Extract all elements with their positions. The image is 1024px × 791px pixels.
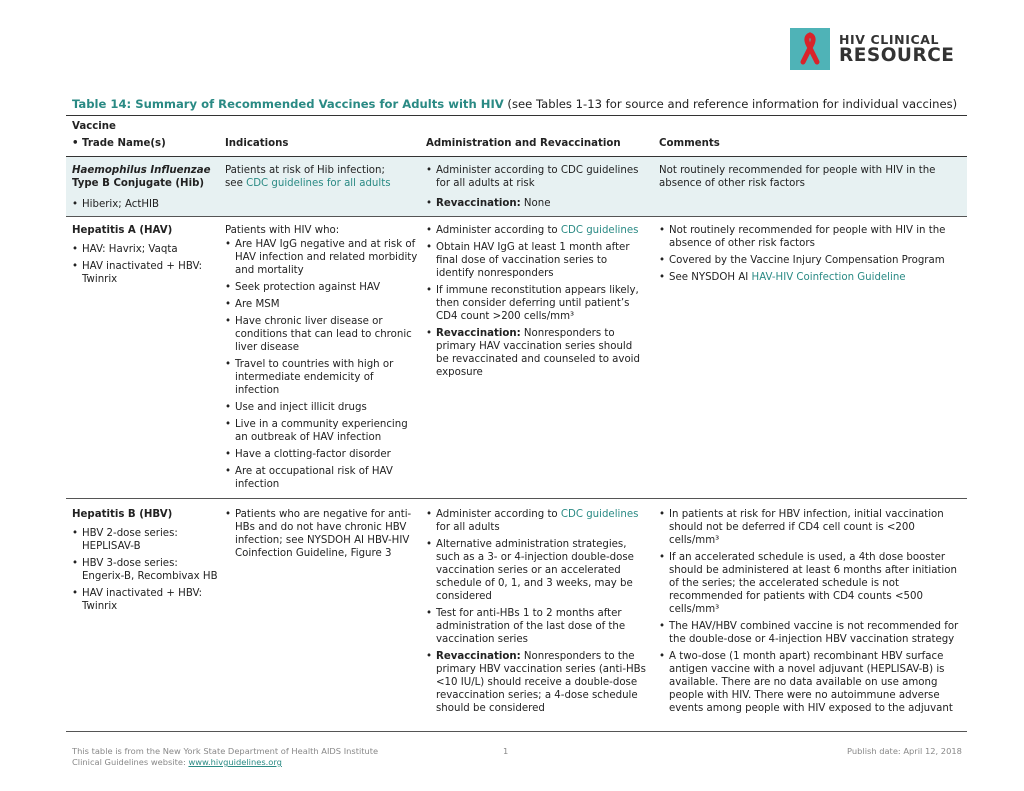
hib-indication-text: Patients at risk of Hib infection; (225, 165, 385, 176)
table-row-hav (66, 217, 967, 499)
hav-comments-cell (659, 224, 964, 288)
hbv-indications-cell (225, 508, 420, 564)
hav-comment-item: • See NYSDOH AI HAV-HIV Coinfection Guideline (659, 271, 964, 284)
hbv-comment-item: • The HAV/HBV combined vaccine is not recommended for the double-dose or 4-injection HBV vaccination strategy (659, 620, 964, 646)
hbv-vaccine-cell (72, 508, 222, 617)
hbv-trade-item: • HBV 2-dose series: HEPLISAV-B (72, 527, 222, 553)
hbv-admin-item: • Administer according to CDC guidelines for all adults (426, 508, 648, 534)
hav-admin-item: • Administer according to CDC guidelines (426, 224, 648, 237)
hav-indication-item: • Have chronic liver disease or conditions that can lead to chronic liver disease (225, 315, 420, 354)
hbv-comment-item: • If an accelerated schedule is used, a 4th dose booster should be administered at least 6 months after initiation of the series; the accelerated schedule is not recommended for patients with CD4 counts <500 cells/mm³ (659, 551, 964, 616)
cdc-guidelines-link[interactable]: CDC guidelines (560, 509, 639, 520)
header-administration: Administration and Revaccination (426, 138, 621, 149)
table-row-hbv (66, 499, 967, 732)
hav-admin-item: • Obtain HAV IgG at least 1 month after final dose of vaccination series to identify nonresponders (426, 241, 648, 280)
hav-trade-item: • HAV inactivated + HBV: Twinrix (72, 260, 222, 286)
hib-vaccine-cell (72, 164, 222, 215)
hbv-name: Hepatitis B (HBV) (72, 509, 173, 520)
hav-indication-item: • Have a clotting-factor disorder (225, 448, 420, 461)
footer-source-line2: Clinical Guidelines website: (72, 757, 189, 767)
hbv-revaccination-item: • Revaccination: Nonresponders to the primary HBV vaccination series (anti-HBs <10 IU/L) should receive a double-dose revaccination series; a 4-dose schedule should be considered (426, 650, 648, 715)
hib-comments-cell: Not routinely recommended for people with HIV in the absence of other risk factors (659, 165, 936, 189)
header-indications: Indications (225, 138, 289, 149)
hbv-admin-item: • Test for anti-HBs 1 to 2 months after administration of the last dose of the vaccination series (426, 607, 648, 646)
hav-name: Hepatitis A (HAV) (72, 225, 173, 236)
footer-source (72, 746, 378, 768)
red-ribbon-icon (790, 28, 830, 70)
hav-hiv-coinfection-guideline-link[interactable]: HAV-HIV Coinfection Guideline (751, 272, 906, 283)
header-comments: Comments (659, 138, 720, 149)
hav-comment-item: • Not routinely recommended for people with HIV in the absence of other risk factors (659, 224, 964, 250)
hib-name-line2: Type B Conjugate (Hib) (72, 178, 205, 189)
hav-indication-item: • Travel to countries with high or intermediate endemicity of infection (225, 358, 420, 397)
hib-administration-cell (426, 164, 648, 214)
hav-indication-intro: Patients with HIV who: (225, 225, 340, 236)
hib-admin-item: • Administer according to CDC guidelines for all adults at risk (426, 164, 648, 190)
hav-indication-item: • Use and inject illicit drugs (225, 401, 420, 414)
header-trade-label: • Trade Name(s) (72, 137, 222, 150)
hbv-comments-cell (659, 508, 964, 719)
hbv-comment-item: • A two-dose (1 month apart) recombinant HBV surface antigen vaccine with a novel adjuvant (HEPLISAV-B) is available. There are no data available on use among people with HIV. There were no autoimmune adverse events among people with HIV exposed to the adjuvant (659, 650, 964, 715)
table-title-note: (see Tables 1-13 for source and reference information for individual vaccines) (503, 97, 958, 111)
hbv-trade-item: • HAV inactivated + HBV: Twinrix (72, 587, 222, 613)
hbv-trade-item: • HBV 3-dose series: Engerix-B, Recombivax HB (72, 557, 222, 583)
page-number: 1 (503, 746, 509, 756)
hiv-clinical-resource-logo (790, 28, 965, 70)
hav-revaccination-item: • Revaccination: Nonresponders to primary HAV vaccination series should be revaccinated and counseled to avoid exposure (426, 327, 648, 379)
hav-trade-item: • HAV: Havrix; Vaqta (72, 243, 222, 256)
hav-comment-item: • Covered by the Vaccine Injury Compensation Program (659, 254, 964, 267)
cdc-guidelines-link[interactable]: CDC guidelines (560, 225, 639, 236)
hav-indication-item: • Are MSM (225, 298, 420, 311)
hbv-indication-item: • Patients who are negative for anti-HBs and do not have chronic HBV infection; see NYSDOH AI HBV-HIV Coinfection Guideline, Figure 3 (225, 508, 420, 560)
hav-vaccine-cell (72, 224, 222, 290)
hav-indication-item: • Are HAV IgG negative and at risk of HAV infection and related morbidity and mortality (225, 238, 420, 277)
hib-revaccination-item: • Revaccination: None (426, 197, 648, 210)
table-title (72, 97, 957, 111)
hav-indication-item: • Are at occupational risk of HAV infection (225, 465, 420, 491)
header-vaccine-label: Vaccine (72, 121, 116, 132)
hav-indication-item: • Seek protection against HAV (225, 281, 420, 294)
hib-trade-names: • Hiberix; ActHIB (72, 198, 222, 211)
hbv-administration-cell (426, 508, 648, 719)
vaccine-table (66, 115, 967, 732)
logo-text-line2: RESOURCE (839, 45, 955, 66)
footer-source-line1: This table is from the New York State Department of Health AIDS Institute (72, 746, 379, 756)
hib-indication-see: see (225, 178, 247, 189)
publish-date: Publish date: April 12, 2018 (847, 746, 962, 756)
logo-text-line1: HIV CLINICAL (839, 32, 940, 47)
cdc-guidelines-all-adults-link[interactable]: CDC guidelines for all adults (246, 178, 391, 189)
hav-indication-item: • Live in a community experiencing an outbreak of HAV infection (225, 418, 420, 444)
hav-administration-cell (426, 224, 648, 383)
hav-admin-item: • If immune reconstitution appears likely, then consider deferring until patient’s CD4 count >200 cells/mm³ (426, 284, 648, 323)
hib-name-line1: Haemophilus Influenzae (72, 165, 211, 176)
hib-indications-cell (225, 164, 420, 190)
table-header-row (66, 115, 967, 157)
hav-indications-cell (225, 224, 420, 495)
hbv-comment-item: • In patients at risk for HBV infection, initial vaccination should not be deferred if CD4 cell count is <200 cells/mm³ (659, 508, 964, 547)
header-vaccine (72, 120, 222, 154)
table-title-label: Table 14: Summary of Recommended Vaccines for Adults with HIV (72, 97, 504, 111)
hivguidelines-link[interactable]: www.hivguidelines.org (188, 757, 282, 767)
hbv-admin-item: • Alternative administration strategies, such as a 3- or 4-injection double-dose vaccination series or an accelerated schedule of 0, 1, and 3 weeks, may be considered (426, 538, 648, 603)
table-row-hib (66, 157, 967, 217)
